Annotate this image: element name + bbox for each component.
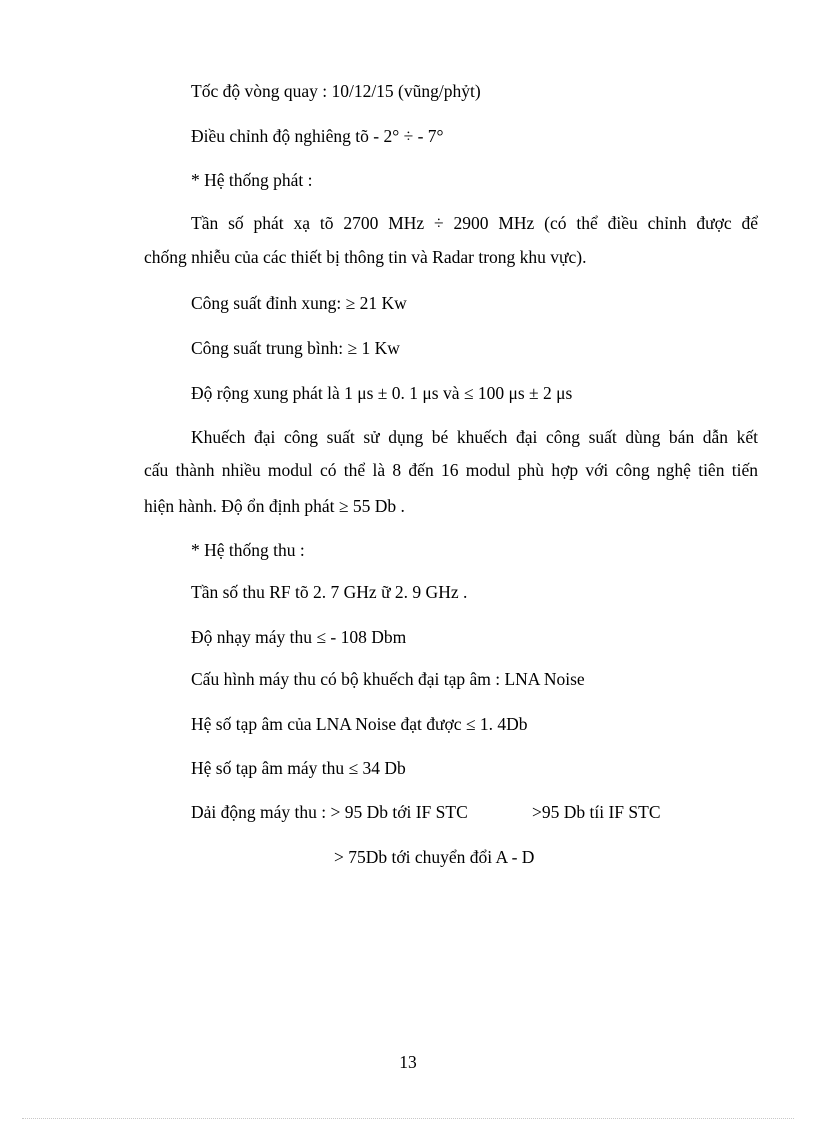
dynamic-range-ad-converter: > 75Db tới chuyển đổi A - D bbox=[334, 847, 535, 867]
amplifier-paragraph-line-1: Khuếch đại công suất sử dụng bé khuếch đại công suất dùng bán dẫn kết bbox=[191, 427, 758, 447]
receive-system-heading: * Hệ thống thu : bbox=[191, 540, 305, 560]
lna-noise-line: Hệ số tạp âm của LNA Noise đạt được ≤ 1. 4Db bbox=[191, 714, 528, 734]
dynamic-range-if-stc-alt: >95 Db tíi IF STC bbox=[532, 802, 661, 822]
amplifier-paragraph-line-2: cấu thành nhiều modul có thể là 8 đến 16 modul phù hợp với công nghệ tiên tiến bbox=[144, 460, 758, 480]
transmit-frequency-line-1: Tần số phát xạ tõ 2700 MHz ÷ 2900 MHz (có thể điều chỉnh được để bbox=[191, 213, 758, 233]
rf-frequency-line: Tần số thu RF tõ 2. 7 GHz ữ 2. 9 GHz . bbox=[191, 582, 468, 602]
dynamic-range-if-stc: Dải động máy thu : > 95 Db tới IF STC bbox=[191, 802, 468, 822]
sensitivity-line: Độ nhạy máy thu ≤ - 108 Dbm bbox=[191, 627, 407, 647]
footer-divider bbox=[22, 1118, 794, 1119]
peak-power-line: Công suất đỉnh xung: ≥ 21 Kw bbox=[191, 293, 407, 313]
amplifier-paragraph-line-3: hiện hành. Độ ổn định phát ≥ 55 Db . bbox=[144, 496, 405, 516]
receiver-noise-line: Hệ số tạp âm máy thu ≤ 34 Db bbox=[191, 758, 406, 778]
tilt-adjust-line: Điều chỉnh độ nghiêng tõ - 2° ÷ - 7° bbox=[191, 126, 444, 146]
average-power-line: Công suất trung bình: ≥ 1 Kw bbox=[191, 338, 400, 358]
page-number: 13 bbox=[399, 1052, 417, 1072]
rotation-speed-line: Tốc độ vòng quay : 10/12/15 (vũng/phỷt) bbox=[191, 81, 481, 101]
transmit-frequency-line-2: chống nhiễu của các thiết bị thông tin và Radar trong khu vực). bbox=[144, 247, 587, 267]
pulse-width-line: Độ rộng xung phát là 1 μs ± 0. 1 μs và ≤ 100 μs ± 2 μs bbox=[191, 383, 573, 403]
lna-config-line: Cấu hình máy thu có bộ khuếch đại tạp âm : LNA Noise bbox=[191, 669, 585, 689]
transmit-system-heading: * Hệ thống phát : bbox=[191, 170, 313, 190]
